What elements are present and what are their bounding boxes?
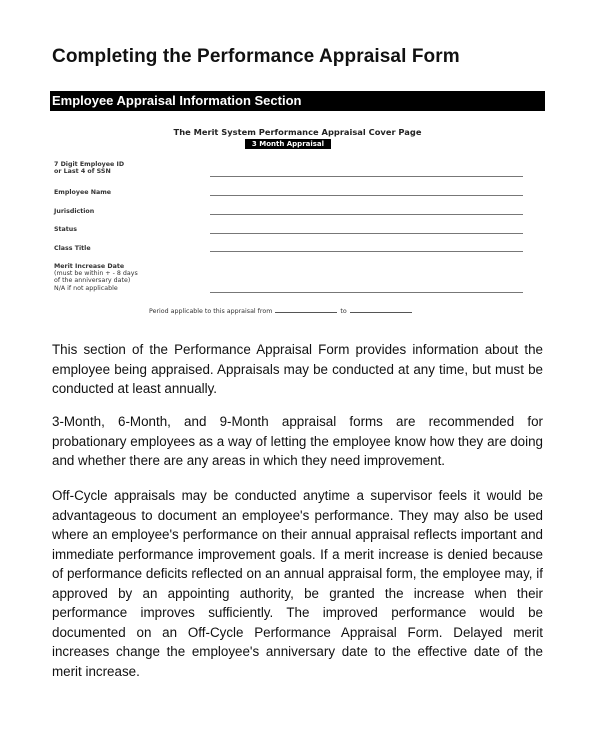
field-note-line: of the anniversary date) [54, 277, 131, 285]
paragraph-probationary-appraisals: 3-Month, 6-Month, and 9-Month appraisal forms are recommended for probationary employees as a way of letting the employee know how they are doing and whether there are any areas in which they need improvement. [52, 414, 543, 468]
period-from-field[interactable] [275, 306, 337, 313]
period-to-field[interactable] [350, 306, 412, 313]
field-label-line: Employee Name [54, 189, 112, 196]
period-prefix-label: Period applicable to this appraisal from [149, 308, 273, 315]
field-label-line: Merit Increase Date [54, 263, 125, 270]
employee-name-field[interactable] [210, 195, 523, 196]
class-title-field[interactable] [210, 251, 523, 252]
cover-page-title: The Merit System Performance Appraisal Cover Page [173, 127, 422, 137]
field-label-line: or Last 4 of SSN [54, 168, 111, 176]
field-label-line: Status [54, 226, 78, 233]
field-label-line: Class Title [54, 245, 91, 252]
field-label-jurisdiction [54, 208, 94, 215]
period-applicable-row [149, 306, 415, 315]
field-label-class-title [54, 245, 91, 252]
period-to-label: to [340, 308, 347, 315]
paragraph-off-cycle-appraisals: Off-Cycle appraisals may be conducted anytime a supervisor feels it would be advantageous to document an employee's performance. They may also be used where an employee's performance on their annual appraisal reflects important and immediate performance improvement goals. If a merit increase is denied because of performance deficits reflected on an annual appraisal form, the employee may, if approved by an appointing authority, be granted the increase when their performance improves sufficiently. The improved performance would be documented on an Off-Cycle Performance Appraisal Form. Delayed merit increases change the employee's anniversary date to the effective date of the merit increase. [52, 488, 543, 679]
field-label-employee-id [54, 161, 124, 175]
paragraph-section-overview: This section of the Performance Appraisal Form provides information about the employee being appraised. Appraisals may be conducted at any time, but must be conducted at least annually. [52, 342, 543, 396]
appraisal-type-badge: 3 Month Appraisal [245, 139, 331, 149]
merit-increase-date-field[interactable] [210, 292, 523, 293]
jurisdiction-field[interactable] [210, 214, 523, 215]
field-label-line: Jurisdiction [54, 208, 95, 215]
employee-id-field[interactable] [210, 176, 523, 177]
field-note-line: (must be within + - 8 days [54, 270, 138, 278]
field-label-status [54, 226, 77, 233]
field-label-merit-increase-date [54, 263, 138, 292]
field-note-line: N/A if not applicable [54, 284, 118, 292]
section-header: Employee Appraisal Information Section [50, 91, 545, 111]
field-label-employee-name [54, 189, 111, 196]
page-title: Completing the Performance Appraisal Form [52, 46, 460, 67]
field-label-line: 7 Digit Employee ID [54, 161, 125, 168]
status-field[interactable] [210, 233, 523, 234]
appraisal-cover-page-form [50, 118, 545, 324]
